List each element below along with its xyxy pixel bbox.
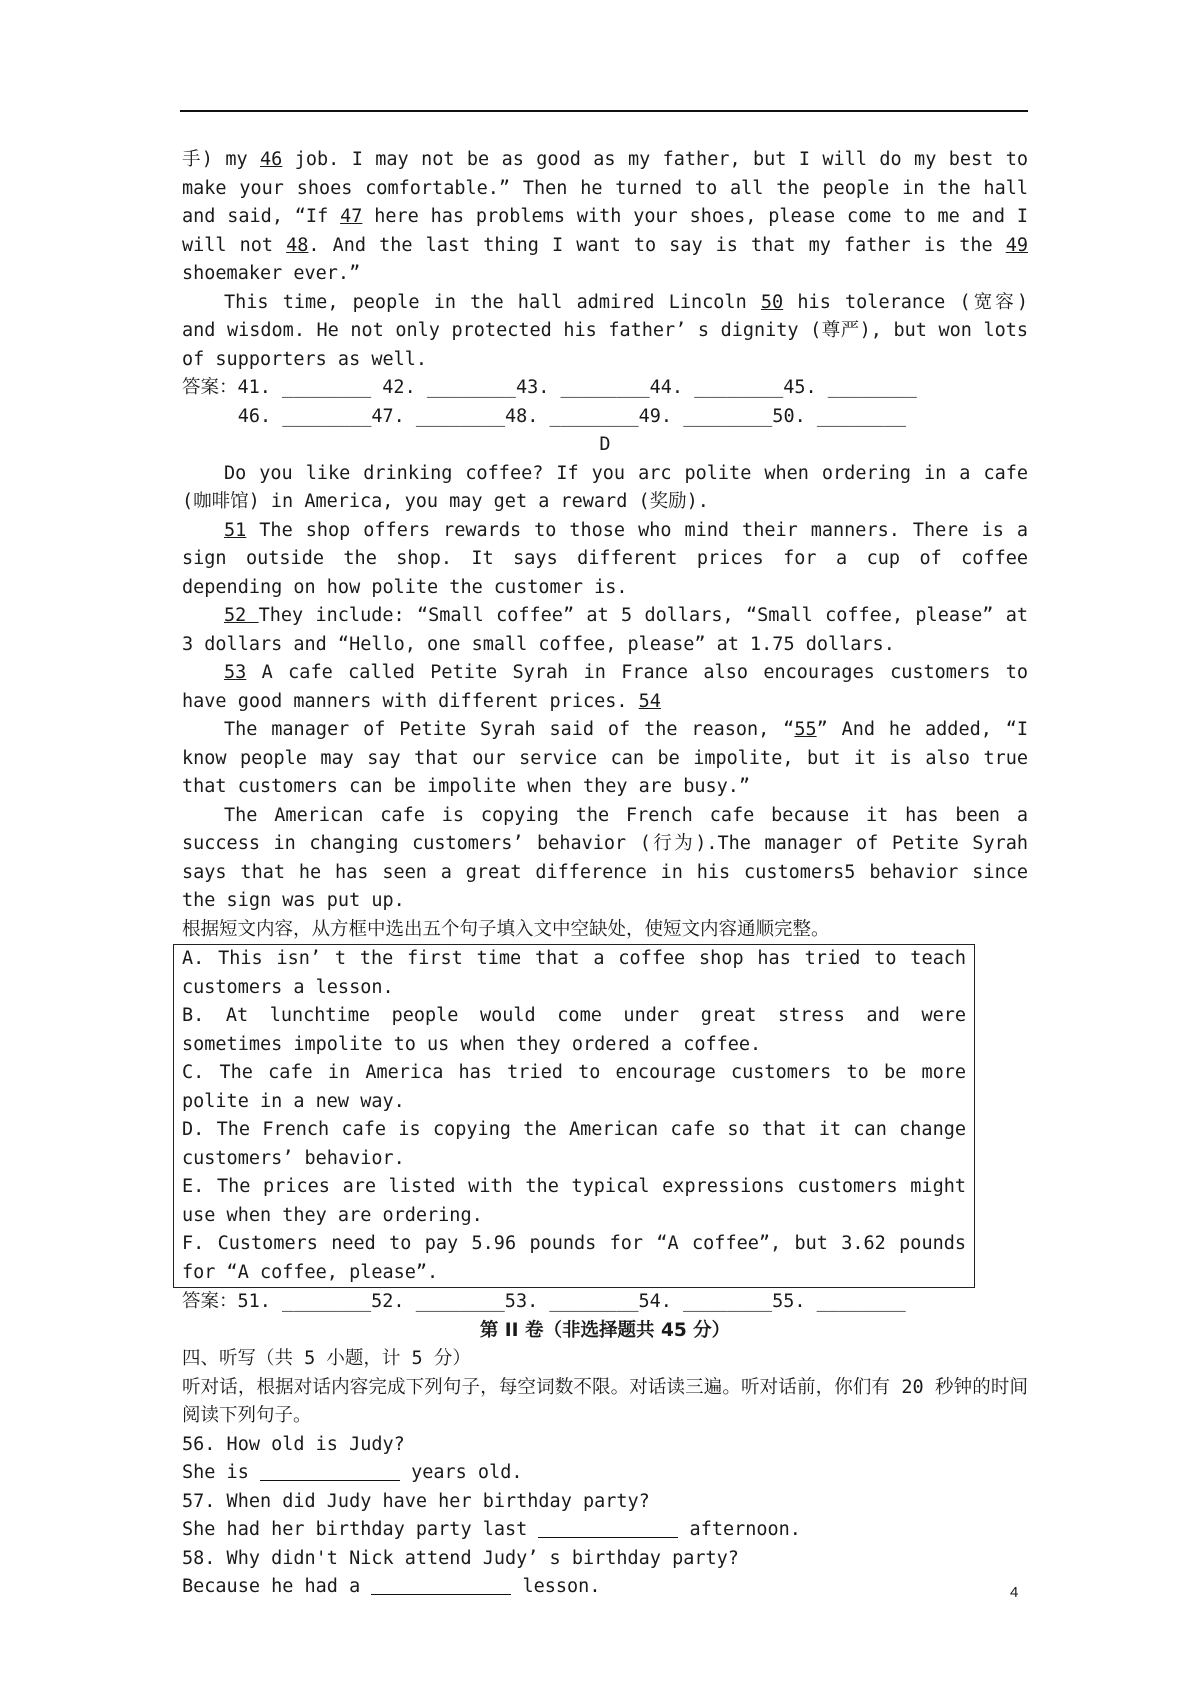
blank-55: 55 xyxy=(794,719,817,740)
question-58: 58. Why didn't Nick attend Judy’ s birthday party? xyxy=(182,1547,739,1569)
answer-row: 答案：41. ________ 42. ________43. ________44. ________45. ________ xyxy=(182,377,917,398)
section-heading: 四、听写（共 5 小题，计 5 分） xyxy=(182,1348,471,1369)
blank-53: 53 xyxy=(224,662,247,683)
blank-50: 50 xyxy=(760,291,784,313)
blank-52: 52 xyxy=(224,605,259,626)
text: his tolerance (宽容) and wisdom. He not only protected his father’ s dignity (尊严), but won lots of supporters as well. xyxy=(182,291,1028,370)
part-title: 第 II 卷（非选择题共 45 分） xyxy=(479,1319,731,1341)
text: . And the last thing I want to say is that my father is the xyxy=(308,234,1006,256)
instruction: 听对话，根据对话内容完成下列句子，每空词数不限。对话读三遍。听对话前，你们有 20 秒钟的时间阅读下列句子。 xyxy=(182,1376,1028,1426)
paragraph xyxy=(182,659,1028,716)
paragraph: The American cafe is copying the French cafe because it has been a success in changing customers’ behavior (行为).The manager of Petite Syrah says that he has seen a great difference in his customers5 behavior since the sign was put up. xyxy=(182,804,1028,911)
text: She had her birthday party last xyxy=(182,1519,539,1540)
text: job. I may not be as good as my father, but I will do my best to make your shoes comfortable.” Then he turned to all the people in the hall and said, “If xyxy=(182,149,1028,227)
text: This time, people in the hall admired Lincoln xyxy=(224,291,761,313)
question-56: 56. How old is Judy? xyxy=(182,1433,405,1455)
header-rule xyxy=(180,110,1028,112)
text: They include: “Small coffee” at 5 dollars, “Small coffee, please” at 3 dollars and “Hello, one small coffee, please” at 1.75 dollars. xyxy=(182,605,1028,655)
blank-51: 51 xyxy=(224,519,247,541)
text: years old. xyxy=(399,1462,523,1483)
answer-row: 46. ________47. ________48. ________49. ________50. ________ xyxy=(182,405,906,427)
blank-46: 46 xyxy=(260,149,283,170)
answer-blank[interactable] xyxy=(538,1517,678,1538)
option-c: C. The cafe in America has tried to encourage customers to be more polite in a new way. xyxy=(182,1062,966,1112)
text: afternoon. xyxy=(678,1519,801,1540)
paragraph xyxy=(182,602,1028,659)
answer-58 xyxy=(182,1573,1028,1602)
answer-blank[interactable] xyxy=(371,1574,511,1595)
blank-47: 47 xyxy=(340,206,363,227)
answer-blank[interactable] xyxy=(260,1460,400,1481)
text: Because he had a xyxy=(182,1576,372,1597)
option-e: E. The prices are listed with the typical expressions customers might use when they are ordering. xyxy=(182,1176,966,1226)
blank-49: 49 xyxy=(1005,234,1028,256)
options-box xyxy=(173,944,975,1288)
option-a: A. This isn’ t the first time that a coffee shop has tried to teach customers a lesson. xyxy=(182,948,966,998)
blank-54: 54 xyxy=(638,690,661,712)
option-d: D. The French cafe is copying the American cafe so that it can change customers’ behavior. xyxy=(182,1119,966,1169)
text: A cafe called Petite Syrah in France also encourages customers to have good manners with different prices. xyxy=(182,662,1028,712)
paragraph: Do you like drinking coffee? If you arc polite when ordering in a cafe (咖啡馆) in America, you may get a reward (奖励). xyxy=(182,462,1028,512)
option-b: B. At lunchtime people would come under great stress and were sometimes impolite to us when they ordered a coffee. xyxy=(182,1005,966,1055)
answer-row: 答案：51. ________52. ________53. ________54. ________55. ________ xyxy=(182,1291,906,1312)
paragraph xyxy=(182,146,1028,289)
option-f: F. Customers need to pay 5.96 pounds for “A coffee”, but 3.62 pounds for “A coffee, please”. xyxy=(182,1233,966,1283)
text: lesson. xyxy=(511,1576,601,1597)
document-body xyxy=(182,146,1028,1602)
section-label: D xyxy=(599,434,611,455)
answer-56 xyxy=(182,1459,1028,1488)
blank-48: 48 xyxy=(286,234,309,256)
page-number: 4 xyxy=(1010,1584,1019,1601)
paragraph xyxy=(182,289,1028,375)
text: 手) my xyxy=(182,149,261,170)
text: The shop offers rewards to those who mind their manners. There is a sign outside the shop. It says different prices for a cup of coffee depending on how polite the customer is. xyxy=(182,519,1028,598)
text: The manager of Petite Syrah said of the reason, “ xyxy=(224,719,795,740)
text: She is xyxy=(182,1462,260,1483)
question-57: 57. When did Judy have her birthday party? xyxy=(182,1490,650,1512)
instruction: 根据短文内容，从方框中选出五个句子填入文中空缺处，使短文内容通顺完整。 xyxy=(182,918,830,940)
paragraph xyxy=(182,517,1028,603)
paragraph xyxy=(182,716,1028,802)
answer-57 xyxy=(182,1516,1028,1545)
text: shoemaker ever.” xyxy=(182,263,361,284)
text: ” And he added, “I know people may say that our service can be impolite, but it is also true that customers can be impolite when they are busy.” xyxy=(182,719,1029,797)
text: here has problems with your shoes, please come to me and I will not xyxy=(182,206,1028,256)
